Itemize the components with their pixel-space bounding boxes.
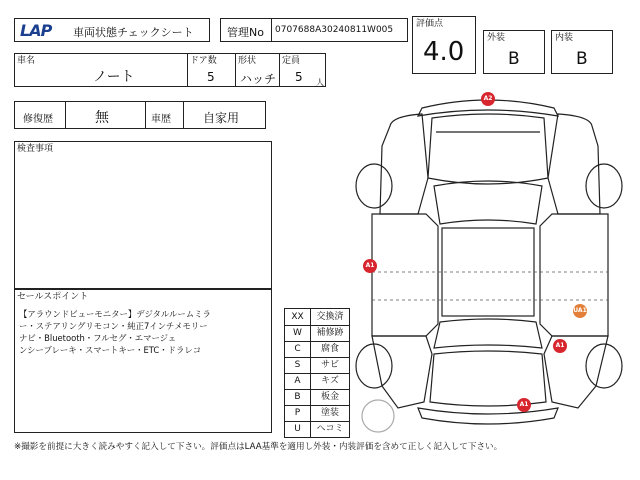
sales-point-line: ー・ステアリングリモコン・純正7インチメモリー: [19, 321, 208, 331]
exterior-value: B: [508, 49, 520, 69]
legend-code: P: [294, 408, 301, 418]
interior-value: B: [576, 49, 588, 69]
legend-meaning: 腐食: [320, 344, 339, 354]
right-front-fender: [548, 114, 600, 214]
hood-panel: [428, 114, 548, 184]
left-front-tire: [356, 164, 392, 208]
damage-marker: A2: [481, 92, 495, 106]
sales-point-line: ナビ・Bluetooth・フルセグ・エマージェ: [19, 333, 177, 343]
capacity-unit: 人: [316, 78, 324, 87]
left-rear-tire: [356, 344, 392, 388]
damage-marker: A1: [517, 398, 531, 412]
left-doors: [372, 214, 438, 336]
rear-hatch: [430, 351, 546, 406]
legend-meaning: 板金: [320, 392, 339, 402]
footer-note: ※撮影を前提に大きく読みやすく記入して下さい。評価点はLAA基準を適用し外装・内装評価を含めて正しく記入して下さい。: [14, 442, 503, 452]
repair-history-value: 無: [95, 110, 109, 126]
car-name-value: ノート: [93, 69, 135, 85]
interior-score-box: [551, 30, 613, 74]
legend-code: B: [294, 392, 301, 402]
exterior-label: 外装: [487, 33, 506, 43]
legend-code: S: [294, 360, 301, 370]
title-box: [14, 18, 210, 42]
mgmt-box: [220, 18, 408, 42]
exterior-score-box: [483, 30, 545, 74]
sheet-title: 車両状態チェックシート: [73, 26, 194, 39]
legend-code: C: [294, 344, 301, 354]
legend-meaning: 塗装: [320, 408, 339, 418]
legend-table: [284, 308, 350, 438]
right-front-tire: [586, 164, 622, 208]
legend-code: U: [294, 424, 301, 434]
spare-tire: [362, 400, 394, 432]
usage-value: 自家用: [203, 111, 240, 125]
shape-label: 形状: [238, 56, 257, 66]
car-name-label: 車名: [17, 56, 36, 66]
eval-score-value: 4.0: [423, 37, 465, 67]
capacity-label: 定員: [282, 56, 301, 66]
right-doors: [540, 214, 608, 336]
legend-code: W: [293, 328, 302, 338]
sales-point-box: [14, 289, 272, 433]
sales-point-label: セールスポイント: [17, 292, 89, 302]
legend-code: A: [294, 376, 301, 386]
inspection-box: [14, 141, 272, 289]
shape-value: ハッチ: [240, 72, 277, 86]
damage-marker: A1: [553, 339, 567, 353]
legend-meaning: キズ: [321, 376, 339, 386]
mgmt-label: 管理No: [227, 26, 264, 39]
interior-label: 内装: [555, 33, 574, 43]
sales-point-line: ンシーブレーキ・スマートキー・ETC・ドラレコ: [19, 345, 202, 355]
damage-marker: UA1: [573, 304, 587, 318]
rear-bumper: [418, 408, 558, 424]
left-front-fender: [380, 114, 428, 214]
vehicle-info-box: [14, 53, 326, 87]
mgmt-value: 0707688A30240811W005: [275, 25, 394, 35]
repair-history-label: 修復歴: [23, 114, 53, 125]
doors-value: 5: [207, 70, 215, 84]
logo: LAP: [20, 21, 52, 40]
rear-glass: [434, 319, 542, 348]
doors-label: ドア数: [190, 56, 217, 66]
sales-point-line: 【アラウンドビューモニター】デジタルルームミラ: [19, 309, 211, 319]
car-damage-diagram: [352, 86, 630, 436]
capacity-value: 5: [295, 70, 303, 84]
windshield: [434, 181, 542, 224]
eval-score-label: 評価点: [416, 19, 444, 29]
legend-meaning: 補修跡: [316, 328, 344, 338]
eval-score-box: [412, 16, 476, 74]
usage-label: 車歴: [151, 114, 171, 125]
legend-code: XX: [291, 312, 304, 322]
damage-marker: A1: [363, 259, 377, 273]
history-box: [14, 101, 266, 129]
inspection-label: 検査事項: [17, 144, 54, 154]
legend-meaning: ヘコミ: [316, 424, 344, 434]
left-rear-fender: [372, 336, 432, 408]
legend-meaning: 交換済: [316, 312, 344, 322]
legend-meaning: サビ: [320, 360, 339, 370]
